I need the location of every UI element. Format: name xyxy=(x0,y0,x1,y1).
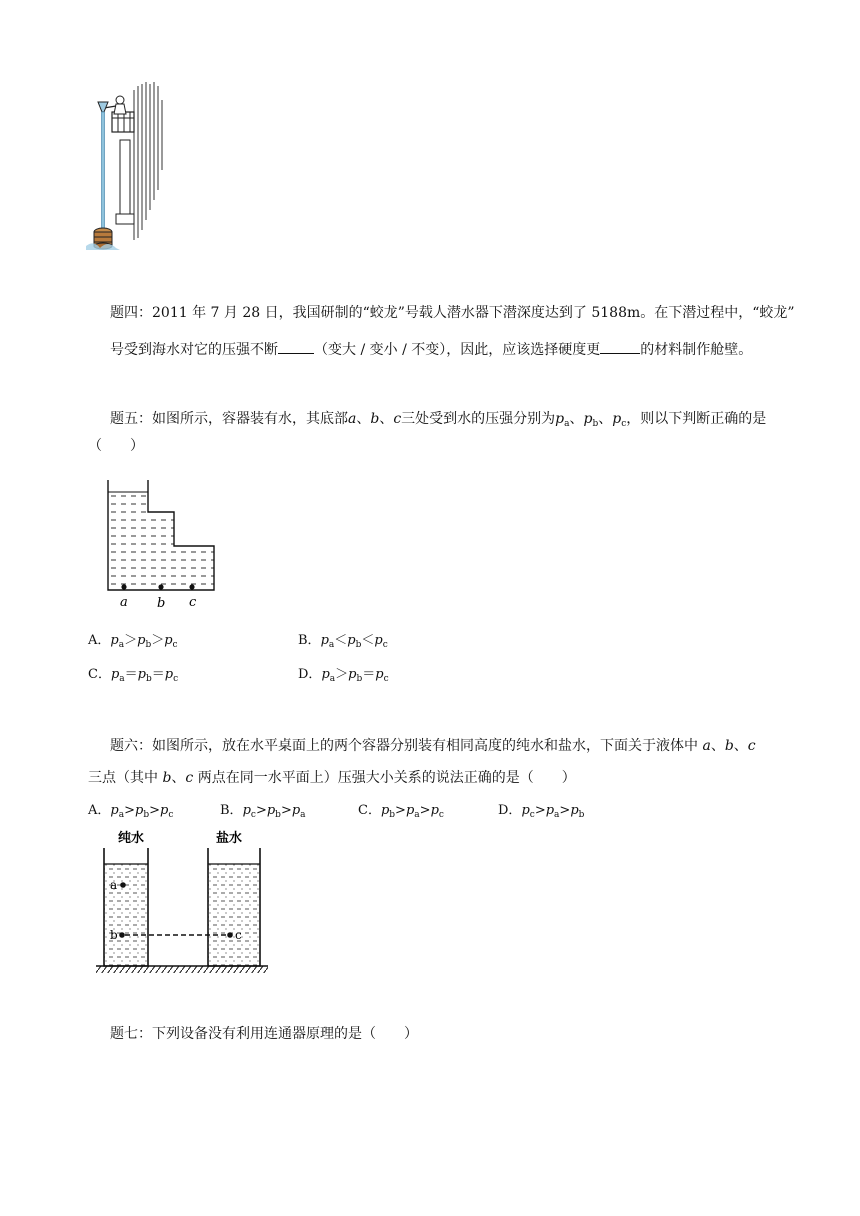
sym-p: p xyxy=(570,803,579,818)
sym-p: p xyxy=(135,803,144,818)
question-4-blank-1[interactable] xyxy=(278,337,314,354)
q5-point-a: a xyxy=(348,411,357,427)
question-4-label: 题四： xyxy=(110,305,152,321)
sub-a: a xyxy=(119,674,125,684)
relation: ＝ xyxy=(362,667,376,682)
sub-a: a xyxy=(414,810,420,820)
question-6-text-2a: 三点（其中 xyxy=(88,770,158,786)
pure-water-label: 纯水 xyxy=(118,831,145,846)
sym-p: p xyxy=(375,667,384,682)
sub-a: a xyxy=(118,810,125,820)
sym-p: p xyxy=(583,411,593,427)
sub-a: a xyxy=(564,419,570,429)
sub-c: c xyxy=(173,674,179,684)
relation: > xyxy=(534,803,546,818)
q5-point-c: c xyxy=(393,411,402,427)
sub-b: b xyxy=(356,674,363,684)
q6-point-c: c xyxy=(185,770,194,786)
sub-b: b xyxy=(146,674,152,684)
sym-p: p xyxy=(320,633,329,648)
sub-b: b xyxy=(592,419,599,429)
sym-p: p xyxy=(110,633,119,648)
sym-p: p xyxy=(266,803,276,818)
sym-p: p xyxy=(137,667,146,682)
q6-point-b: b xyxy=(724,738,734,754)
q6-point-c: c xyxy=(747,738,756,754)
sub-a: a xyxy=(300,810,306,820)
sym-p: p xyxy=(137,633,146,648)
sym-p: p xyxy=(380,803,390,818)
relation: > xyxy=(149,803,160,818)
separator: 、 xyxy=(379,411,394,427)
question-5-line-1 xyxy=(110,409,766,429)
option-letter: B． xyxy=(298,633,321,648)
relation: ＞ xyxy=(151,633,165,648)
question-5-text-2: 三处受到水的压强分别为 xyxy=(401,411,556,427)
question-4-line-1 xyxy=(110,303,795,323)
question-6-line-2 xyxy=(88,768,576,788)
question-6-line-1 xyxy=(110,736,756,756)
sub-a: a xyxy=(328,640,335,650)
q6-point-b: b xyxy=(162,770,172,786)
separator: 、 xyxy=(171,770,186,786)
separator: 、 xyxy=(733,738,748,754)
sub-a: a xyxy=(554,810,560,820)
diagram-label-b: b xyxy=(157,596,166,611)
sym-p: p xyxy=(110,667,120,682)
q5-option-a[interactable] xyxy=(88,632,178,650)
relation: > xyxy=(419,803,431,818)
question-5-text-1: 题五：如图所示，容器装有水，其底部 xyxy=(110,411,348,427)
sym-p: p xyxy=(164,633,173,648)
question-7: 题七：下列设备没有利用连通器原理的是（ ） xyxy=(110,1026,418,1042)
q6-option-a[interactable] xyxy=(88,802,173,820)
question-6-text-1: 题六：如图所示，放在水平桌面上的两个容器分别装有相同高度的纯水和盐水，下面关于液体中 xyxy=(110,738,698,754)
point-c-label: c xyxy=(235,928,242,942)
sub-a: a xyxy=(118,640,125,650)
sym-p: p xyxy=(374,633,383,648)
option-letter: C． xyxy=(358,803,381,818)
relation: > xyxy=(559,803,571,818)
sub-c: c xyxy=(438,810,444,820)
relation: > xyxy=(255,803,267,818)
q6-point-a: a xyxy=(702,738,711,754)
relation: ＞ xyxy=(335,667,349,682)
sub-b: b xyxy=(143,810,150,820)
option-letter: B． xyxy=(220,803,243,818)
sub-c: c xyxy=(383,674,389,684)
sym-p: p xyxy=(612,411,622,427)
sym-p: p xyxy=(545,803,555,818)
relation: > xyxy=(124,803,135,818)
sym-p: p xyxy=(348,667,357,682)
diagram-label-c: c xyxy=(189,595,197,610)
sym-p: p xyxy=(347,633,356,648)
q6-option-d[interactable] xyxy=(498,802,584,820)
point-b-label: b xyxy=(110,928,118,942)
separator: 、 xyxy=(598,411,613,427)
option-letter: C． xyxy=(88,667,111,682)
sym-p: p xyxy=(430,803,439,818)
question-4-text-1a: 2011 年 7 月 28 日，我国研制的“蛟龙”号载人潜水器下潜深度达到了 5188m。在下潜过程中，“蛟龙” xyxy=(152,305,795,321)
q5-option-c[interactable] xyxy=(88,666,178,684)
question-4-text-3: 的材料制作舱壁。 xyxy=(640,342,753,358)
sub-c: c xyxy=(168,810,174,820)
relation: ＜ xyxy=(334,633,348,648)
diagram-label-a: a xyxy=(120,595,128,610)
separator: 、 xyxy=(356,411,371,427)
sub-a: a xyxy=(329,674,336,684)
q5-point-b: b xyxy=(370,411,380,427)
relation: ＜ xyxy=(361,633,375,648)
separator: 、 xyxy=(569,411,584,427)
q6-option-c[interactable] xyxy=(358,802,444,820)
sub-b: b xyxy=(389,810,396,820)
sub-c: c xyxy=(250,810,256,820)
question-6-text-2b: 两点在同一水平面上）压强大小关系的说法正确的是（ ） xyxy=(197,770,576,786)
question-4-text-2: （变大 / 变小 / 不变），因此，应该选择硬度更 xyxy=(314,342,601,358)
sub-b: b xyxy=(145,640,152,650)
q5-option-d[interactable] xyxy=(298,666,389,684)
sym-p: p xyxy=(555,411,565,427)
q6-containers-diagram xyxy=(92,826,274,976)
sub-c: c xyxy=(529,810,535,820)
point-a-label: a xyxy=(110,878,118,892)
relation: > xyxy=(280,803,292,818)
question-4-line-2 xyxy=(110,337,752,360)
option-letter: D． xyxy=(298,667,322,682)
separator: 、 xyxy=(710,738,725,754)
option-letter: A． xyxy=(88,803,111,818)
question-5-text-3: ，则以下判断正确的是 xyxy=(626,411,767,427)
sub-c: c xyxy=(382,640,388,650)
salt-water-label: 盐水 xyxy=(216,831,243,846)
sub-b: b xyxy=(355,640,362,650)
sub-c: c xyxy=(172,640,178,650)
sym-p: p xyxy=(321,667,330,682)
sym-p: p xyxy=(242,803,251,818)
relation: ＝ xyxy=(124,667,138,682)
sym-p: p xyxy=(521,803,530,818)
option-letter: A． xyxy=(88,633,111,648)
option-letter: D． xyxy=(498,803,522,818)
relation: ＞ xyxy=(124,633,138,648)
sym-p: p xyxy=(405,803,415,818)
sym-p: p xyxy=(164,667,174,682)
sym-p: p xyxy=(291,803,301,818)
sub-b: b xyxy=(275,810,281,820)
question-4-text-1b: 号受到海水对它的压强不断 xyxy=(110,342,278,358)
question-5-paren: （ ） xyxy=(88,438,144,454)
q6-option-b[interactable] xyxy=(220,802,306,820)
sub-c: c xyxy=(621,419,627,429)
sym-p: p xyxy=(110,803,119,818)
relation: > xyxy=(395,803,406,818)
relation: ＝ xyxy=(151,667,165,682)
q5-container-diagram xyxy=(100,476,224,612)
sym-p: p xyxy=(160,803,169,818)
q5-option-b[interactable] xyxy=(298,632,388,650)
pascal-barrel-illustration xyxy=(86,80,176,252)
question-4-blank-2[interactable] xyxy=(600,337,640,354)
sub-b: b xyxy=(578,810,585,820)
